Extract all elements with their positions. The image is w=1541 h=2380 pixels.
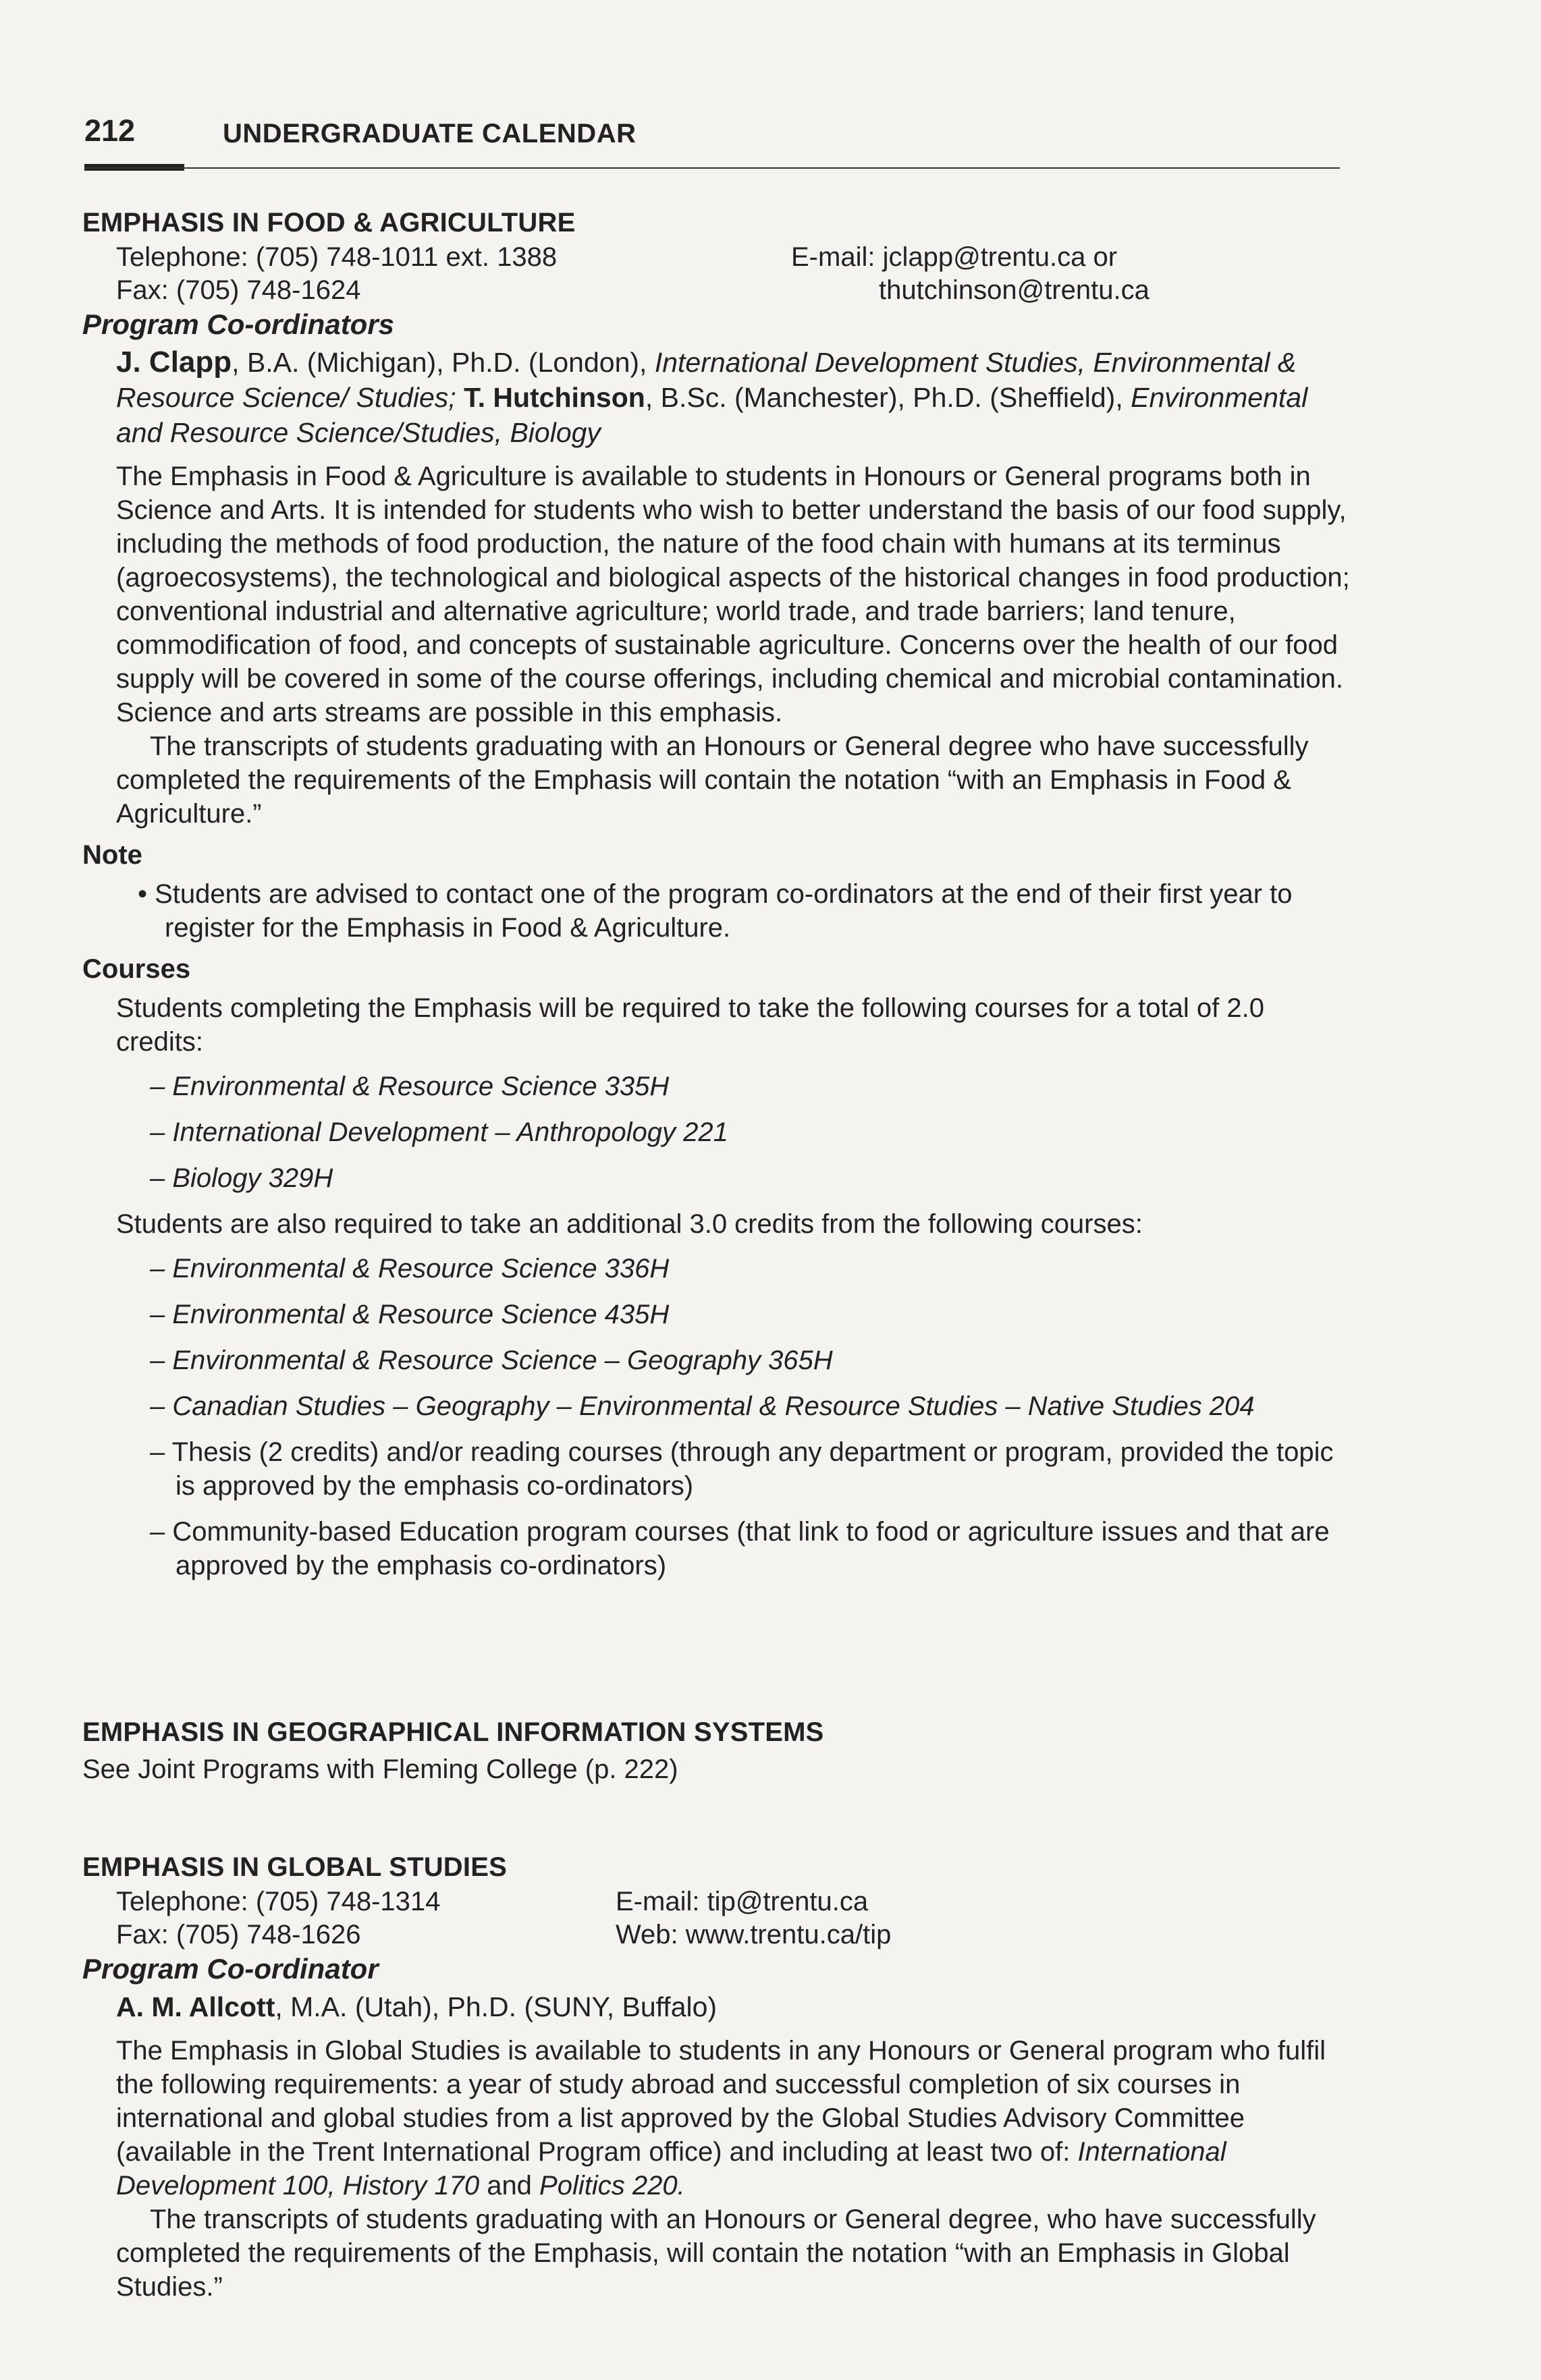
note-item: • Students are advised to contact one of the program co-ordinators at the end of their first year to register for the Emphasis in Food & Agriculture. bbox=[138, 879, 1293, 943]
required-courses bbox=[82, 1070, 1351, 1195]
section-title: EMPHASIS IN GEOGRAPHICAL INFORMATION SYSTEMS bbox=[82, 1717, 824, 1747]
contact-block bbox=[116, 238, 1351, 306]
coordinator-area: Environmental and Resource Science/Studies, Biology bbox=[116, 382, 1308, 448]
course-item: – Biology 329H bbox=[150, 1163, 333, 1193]
section-food-agriculture bbox=[82, 208, 1351, 1595]
coordinator-name: J. Clapp bbox=[116, 345, 232, 379]
courses-heading: Courses bbox=[82, 954, 191, 984]
coordinators-list bbox=[116, 345, 1351, 450]
transcript-paragraph: The transcripts of students graduating with an Honours or General degree who have successfully completed the requirements of the Emphasis will contain the notation “with an Emphasis in Food & Agriculture.” bbox=[116, 731, 1309, 829]
course-reference: Politics 220. bbox=[539, 2171, 685, 2201]
course-item: – Thesis (2 credits) and/or reading courses (through any department or program, provided the topic is approved by the emphasis co-ordinators) bbox=[150, 1437, 1334, 1501]
note-heading: Note bbox=[82, 840, 142, 870]
course-reference: International Development 100, History 170 bbox=[116, 2137, 1226, 2201]
coordinators-heading: Program Co-ordinators bbox=[82, 308, 395, 340]
email-alt: thutchinson@trentu.ca bbox=[879, 275, 1150, 305]
coordinator-name: A. M. Allcott bbox=[116, 1991, 275, 2022]
course-item: – Environmental & Resource Science 336H bbox=[150, 1254, 670, 1283]
section-title: EMPHASIS IN GLOBAL STUDIES bbox=[82, 1852, 507, 1882]
fax: Fax: (705) 748-1624 bbox=[116, 275, 361, 305]
description-text: The Emphasis in Global Studies is available to students in any Honours or General program who fulfil the following requirements: a year of study abroad and successful completion of six courses in international and global studies from a list approved by the Global Studies Advisory Committee (available in the Trent International Program office) and including at least two of: bbox=[116, 2036, 1326, 2167]
section-title: EMPHASIS IN FOOD & AGRICULTURE bbox=[82, 208, 576, 238]
fax: Fax: (705) 748-1626 bbox=[116, 1920, 361, 1949]
coordinator-area: International Development Studies, Environmental & Resource Science/ Studies; bbox=[116, 347, 1297, 413]
header-rule bbox=[84, 167, 1340, 169]
course-item: – International Development – Anthropology 221 bbox=[150, 1117, 728, 1147]
running-header: UNDERGRADUATE CALENDAR bbox=[223, 119, 637, 148]
course-item: – Environmental & Resource Science 335H bbox=[150, 1072, 670, 1101]
coordinator bbox=[116, 1989, 1351, 2024]
page-number: 212 bbox=[84, 113, 136, 148]
additional-courses bbox=[82, 1252, 1351, 1582]
description-paragraph bbox=[116, 2034, 1351, 2203]
course-item: – Environmental & Resource Science 435H bbox=[150, 1300, 670, 1329]
email: E-mail: jclapp@trentu.ca or bbox=[791, 242, 1118, 272]
coordinator-degrees: , B.Sc. (Manchester), Ph.D. (Sheffield), bbox=[645, 382, 1131, 413]
coordinator-name: T. Hutchinson bbox=[464, 382, 645, 413]
contact-block bbox=[116, 1883, 1351, 1950]
course-item: – Environmental & Resource Science – Geography 365H bbox=[150, 1346, 833, 1375]
telephone: Telephone: (705) 748-1011 ext. 1388 bbox=[116, 242, 558, 272]
coordinator-degrees: , B.A. (Michigan), Ph.D. (London), bbox=[232, 347, 655, 378]
course-item: – Canadian Studies – Geography – Environmental & Resource Studies – Native Studies 204 bbox=[150, 1391, 1255, 1421]
courses-intro: Students completing the Emphasis will be required to take the following courses for a total of 2.0 credits: bbox=[116, 993, 1264, 1057]
web: Web: www.trentu.ca/tip bbox=[616, 1920, 892, 1949]
transcript-paragraph: The transcripts of students graduating with an Honours or General degree, who have successfully completed the requirements of the Emphasis, will contain the notation “with an Emphasis in Global Studies.” bbox=[116, 2205, 1316, 2302]
description-paragraph: The Emphasis in Food & Agriculture is available to students in Honours or General programs both in Science and Arts. It is intended for students who wish to better understand the basis of our food supply, including the methods of food production, the nature of the food chain with humans at its terminus (agroecosystems), the technological and biological aspects of the historical changes in food production; conventional industrial and alternative agriculture; world trade, and trade barriers; land tenure, commodification of food, and concepts of sustainable agriculture. Concerns over the health of our food supply will be covered in some of the course offerings, including chemical and microbial contamination. Science and arts streams are possible in this emphasis. bbox=[116, 462, 1350, 727]
section-gis bbox=[82, 1717, 1351, 1785]
coordinator-degrees: , M.A. (Utah), Ph.D. (SUNY, Buffalo) bbox=[275, 1991, 718, 2022]
section-global-studies bbox=[82, 1852, 1351, 2304]
coordinator-heading: Program Co-ordinator bbox=[82, 1953, 379, 1985]
gis-reference: See Joint Programs with Fleming College (p. 222) bbox=[82, 1754, 678, 1784]
course-item: – Community-based Education program courses (that link to food or agriculture issues and that are approved by the emphasis co-ordinators) bbox=[150, 1517, 1330, 1580]
telephone: Telephone: (705) 748-1314 bbox=[116, 1887, 441, 1916]
additional-intro: Students are also required to take an additional 3.0 credits from the following courses: bbox=[116, 1209, 1143, 1239]
email: E-mail: tip@trentu.ca bbox=[616, 1887, 869, 1916]
conjunction: and bbox=[479, 2171, 540, 2201]
